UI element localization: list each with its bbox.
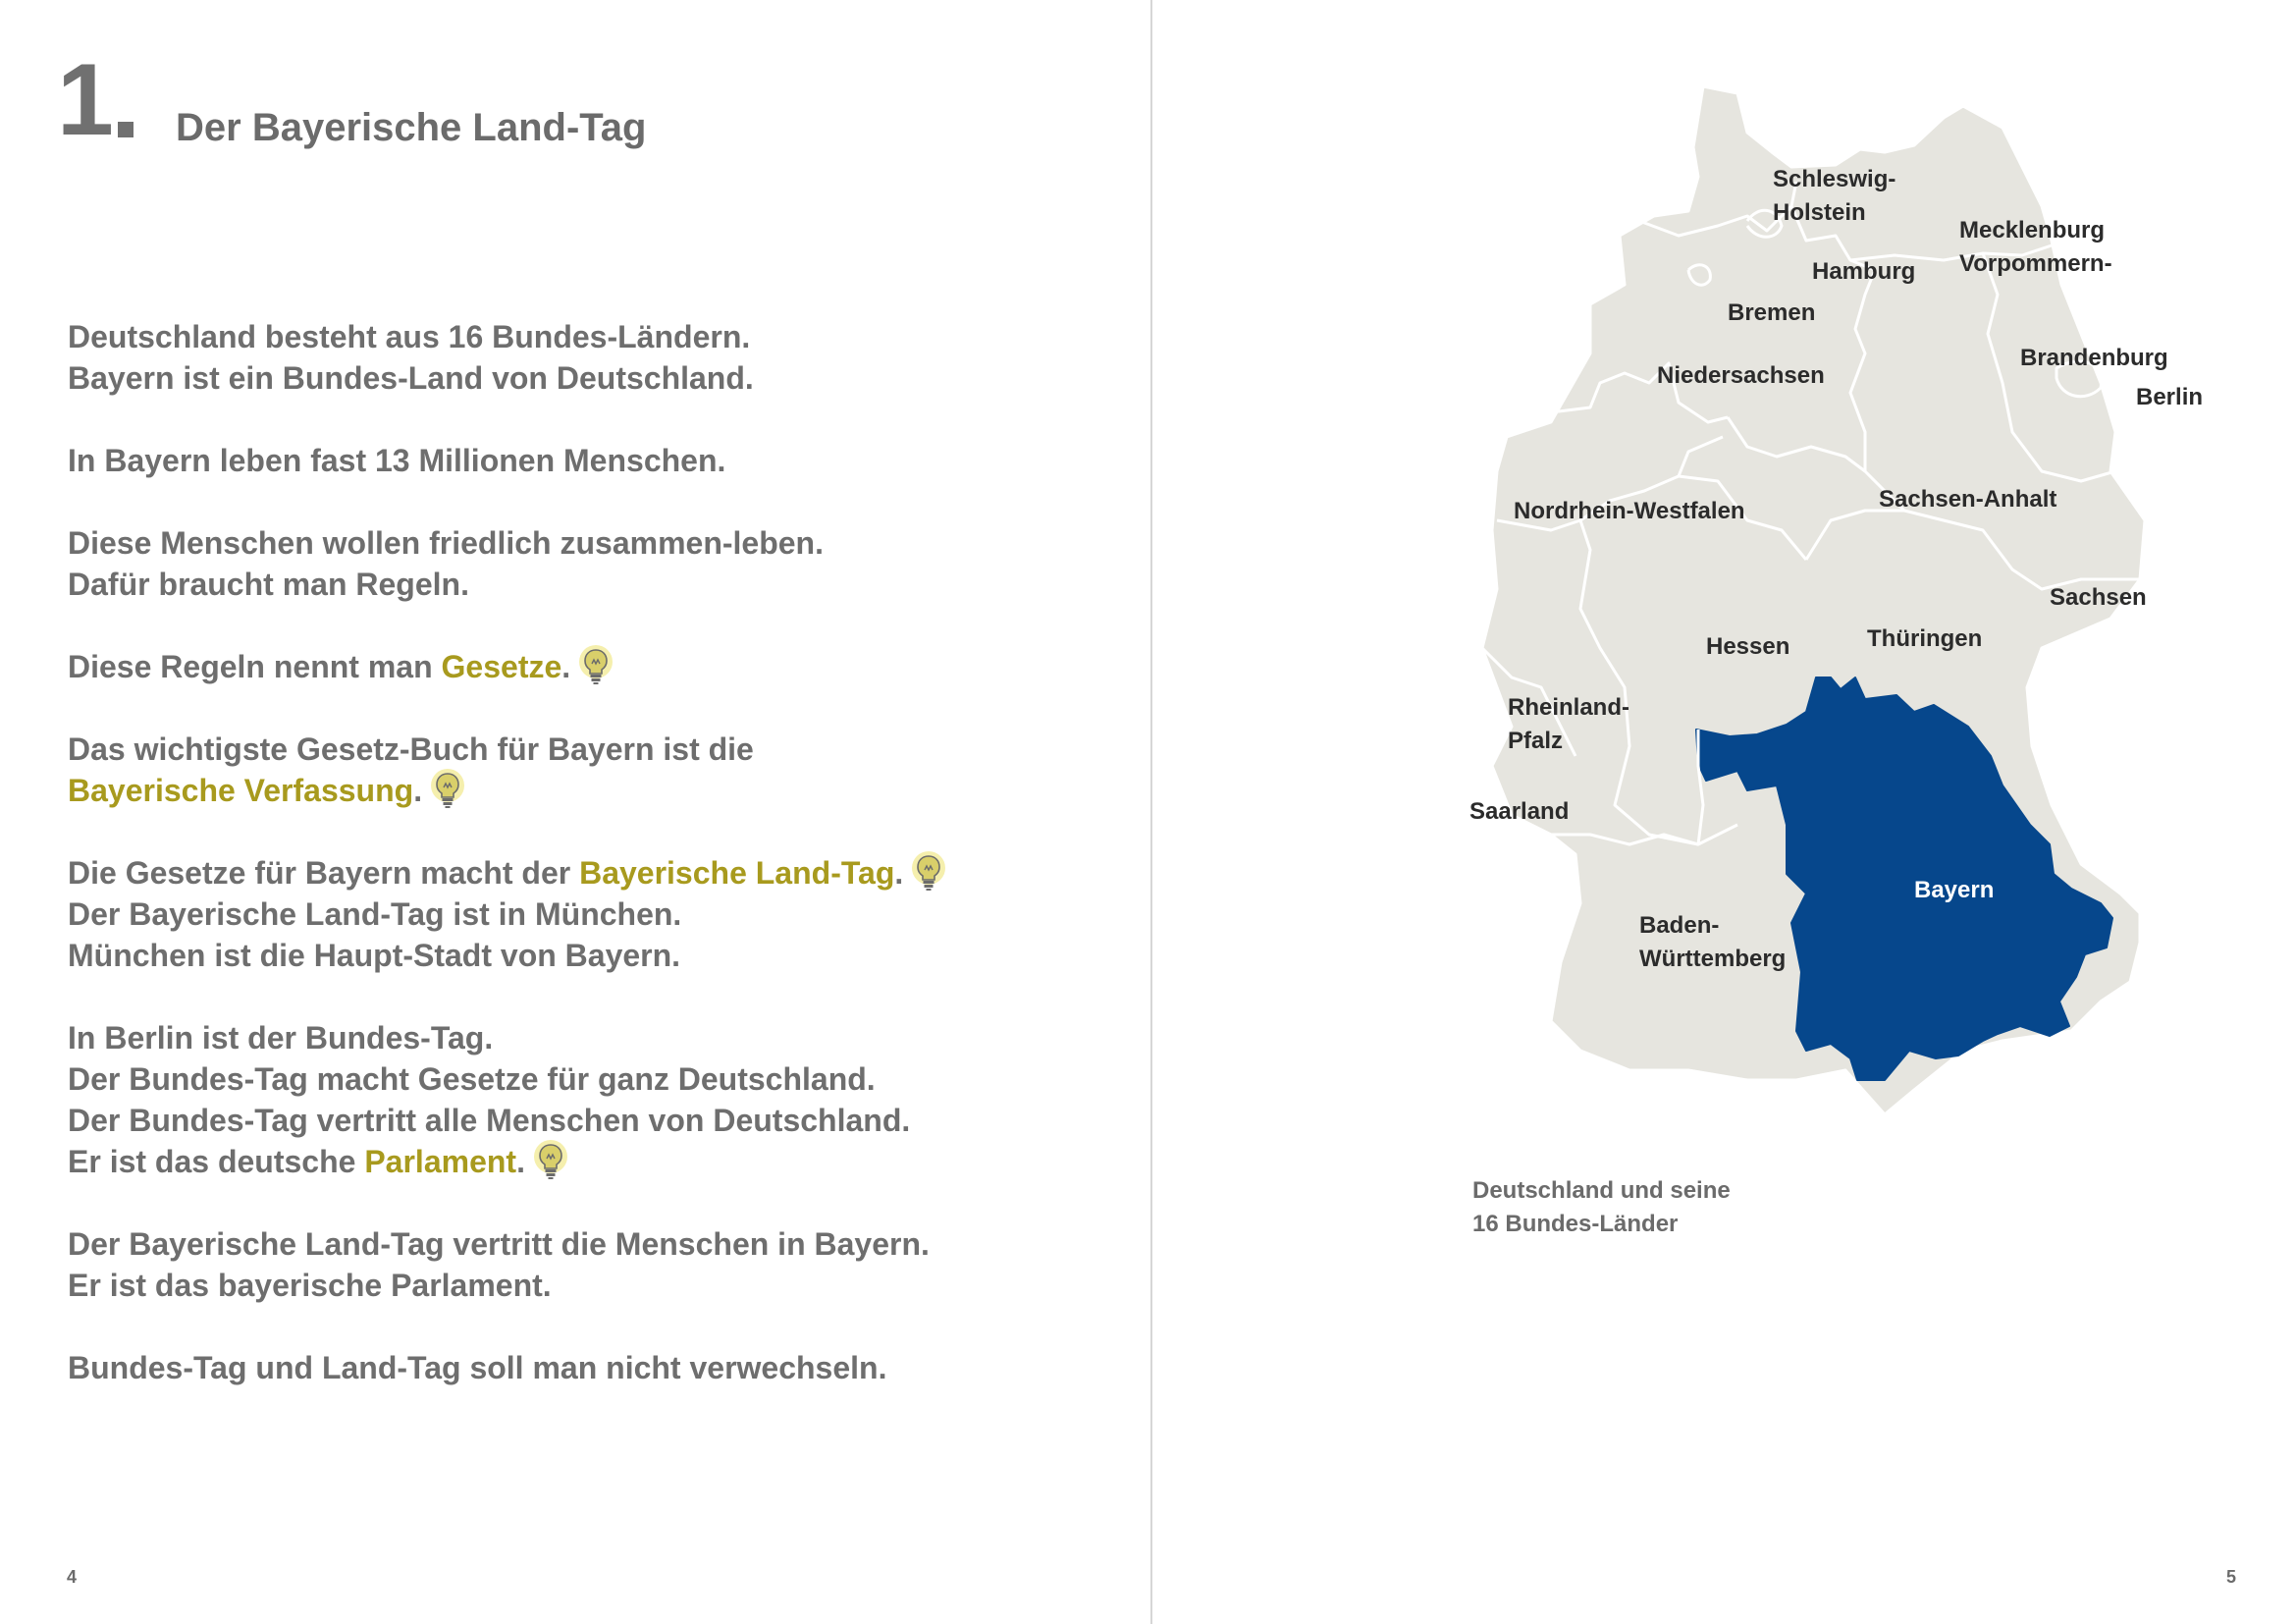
paragraph	[68, 1223, 1128, 1306]
map-caption: Deutschland und seine 16 Bundes-Länder	[1472, 1177, 1731, 1237]
text-segment: .	[516, 1144, 525, 1179]
label-brandenburg: Brandenburg	[2020, 345, 2168, 371]
label-schleswig-holstein: Schleswig- Holstein	[1773, 166, 1896, 226]
paragraph	[68, 440, 1128, 481]
paragraph	[68, 729, 1128, 811]
label-bremen: Bremen	[1728, 299, 1816, 326]
label-mecklenburg: Mecklenburg Vorpommern-	[1959, 217, 2112, 277]
text-line: Der Bundes-Tag macht Gesetze für ganz Deutschland.	[68, 1061, 876, 1097]
text-line	[68, 770, 1128, 811]
label-berlin: Berlin	[2136, 384, 2204, 410]
label-hessen: Hessen	[1706, 633, 1790, 660]
label-saarland: Saarland	[1469, 798, 1570, 825]
glossary-term[interactable]: Gesetze	[441, 649, 562, 684]
text-line: Dafür braucht man Regeln.	[68, 567, 469, 602]
text-line: Er ist das bayerische Parlament.	[68, 1268, 552, 1303]
text-line: Das wichtigste Gesetz-Buch für Bayern ist die	[68, 731, 754, 767]
label-hamburg: Hamburg	[1812, 258, 1916, 285]
chapter-title: Der Bayerische Land-Tag	[176, 106, 647, 149]
page-number-right: 5	[2226, 1567, 2237, 1587]
label-niedersachsen: Niedersachsen	[1657, 362, 1825, 389]
paragraph	[68, 1347, 1128, 1388]
text-line: Der Bundes-Tag vertritt alle Menschen von Deutschland.	[68, 1103, 911, 1138]
text-segment: Er ist das deutsche	[68, 1144, 365, 1179]
text-line	[68, 646, 1128, 687]
label-rheinland-pfalz: Rheinland- Pfalz	[1508, 694, 1629, 754]
page-number-left: 4	[67, 1567, 78, 1587]
label-nordrhein-westfalen: Nordrhein-Westfalen	[1514, 498, 1745, 524]
glossary-term[interactable]: Bayerische Verfassung	[68, 773, 414, 808]
lightbulb-icon[interactable]	[430, 768, 469, 811]
text-line: Diese Menschen wollen friedlich zusammen-leben.	[68, 525, 824, 561]
paragraph	[68, 316, 1128, 399]
paragraph	[68, 852, 1128, 976]
text-line	[68, 1141, 1128, 1182]
body-text	[68, 316, 1128, 1430]
paragraph	[68, 646, 1128, 687]
text-line: München ist die Haupt-Stadt von Bayern.	[68, 938, 681, 973]
text-line: In Berlin ist der Bundes-Tag.	[68, 1020, 494, 1056]
text-line: Bayern ist ein Bundes-Land von Deutschland.	[68, 360, 754, 396]
text-line: Deutschland besteht aus 16 Bundes-Ländern.	[68, 319, 751, 354]
paragraph	[68, 522, 1128, 605]
label-sachsen-anhalt: Sachsen-Anhalt	[1879, 486, 2057, 513]
text-line: Der Bayerische Land-Tag ist in München.	[68, 896, 682, 932]
lightbulb-icon[interactable]	[911, 850, 950, 893]
text-segment: .	[894, 855, 904, 891]
label-bayern: Bayern	[1914, 877, 1995, 903]
chapter-number-dot	[118, 122, 133, 137]
text-line: In Bayern leben fast 13 Millionen Menschen.	[68, 443, 726, 478]
lightbulb-icon[interactable]	[578, 644, 617, 687]
lightbulb-icon[interactable]	[533, 1139, 572, 1182]
label-baden-wuerttemberg: Baden- Württemberg	[1639, 912, 1787, 972]
label-thueringen: Thüringen	[1867, 625, 1983, 652]
paragraph	[68, 1017, 1128, 1182]
text-line: Bundes-Tag und Land-Tag soll man nicht verwechseln.	[68, 1350, 887, 1385]
chapter-number: 1	[57, 43, 112, 157]
text-line	[68, 852, 1128, 893]
glossary-term[interactable]: Bayerische Land-Tag	[579, 855, 895, 891]
text-segment: .	[561, 649, 571, 684]
text-segment: Diese Regeln nennt man	[68, 649, 442, 684]
glossary-term[interactable]: Parlament	[364, 1144, 517, 1179]
label-sachsen: Sachsen	[2050, 584, 2147, 611]
text-line: Der Bayerische Land-Tag vertritt die Menschen in Bayern.	[68, 1226, 930, 1262]
text-segment: Die Gesetze für Bayern macht der	[68, 855, 580, 891]
text-segment: .	[413, 773, 423, 808]
